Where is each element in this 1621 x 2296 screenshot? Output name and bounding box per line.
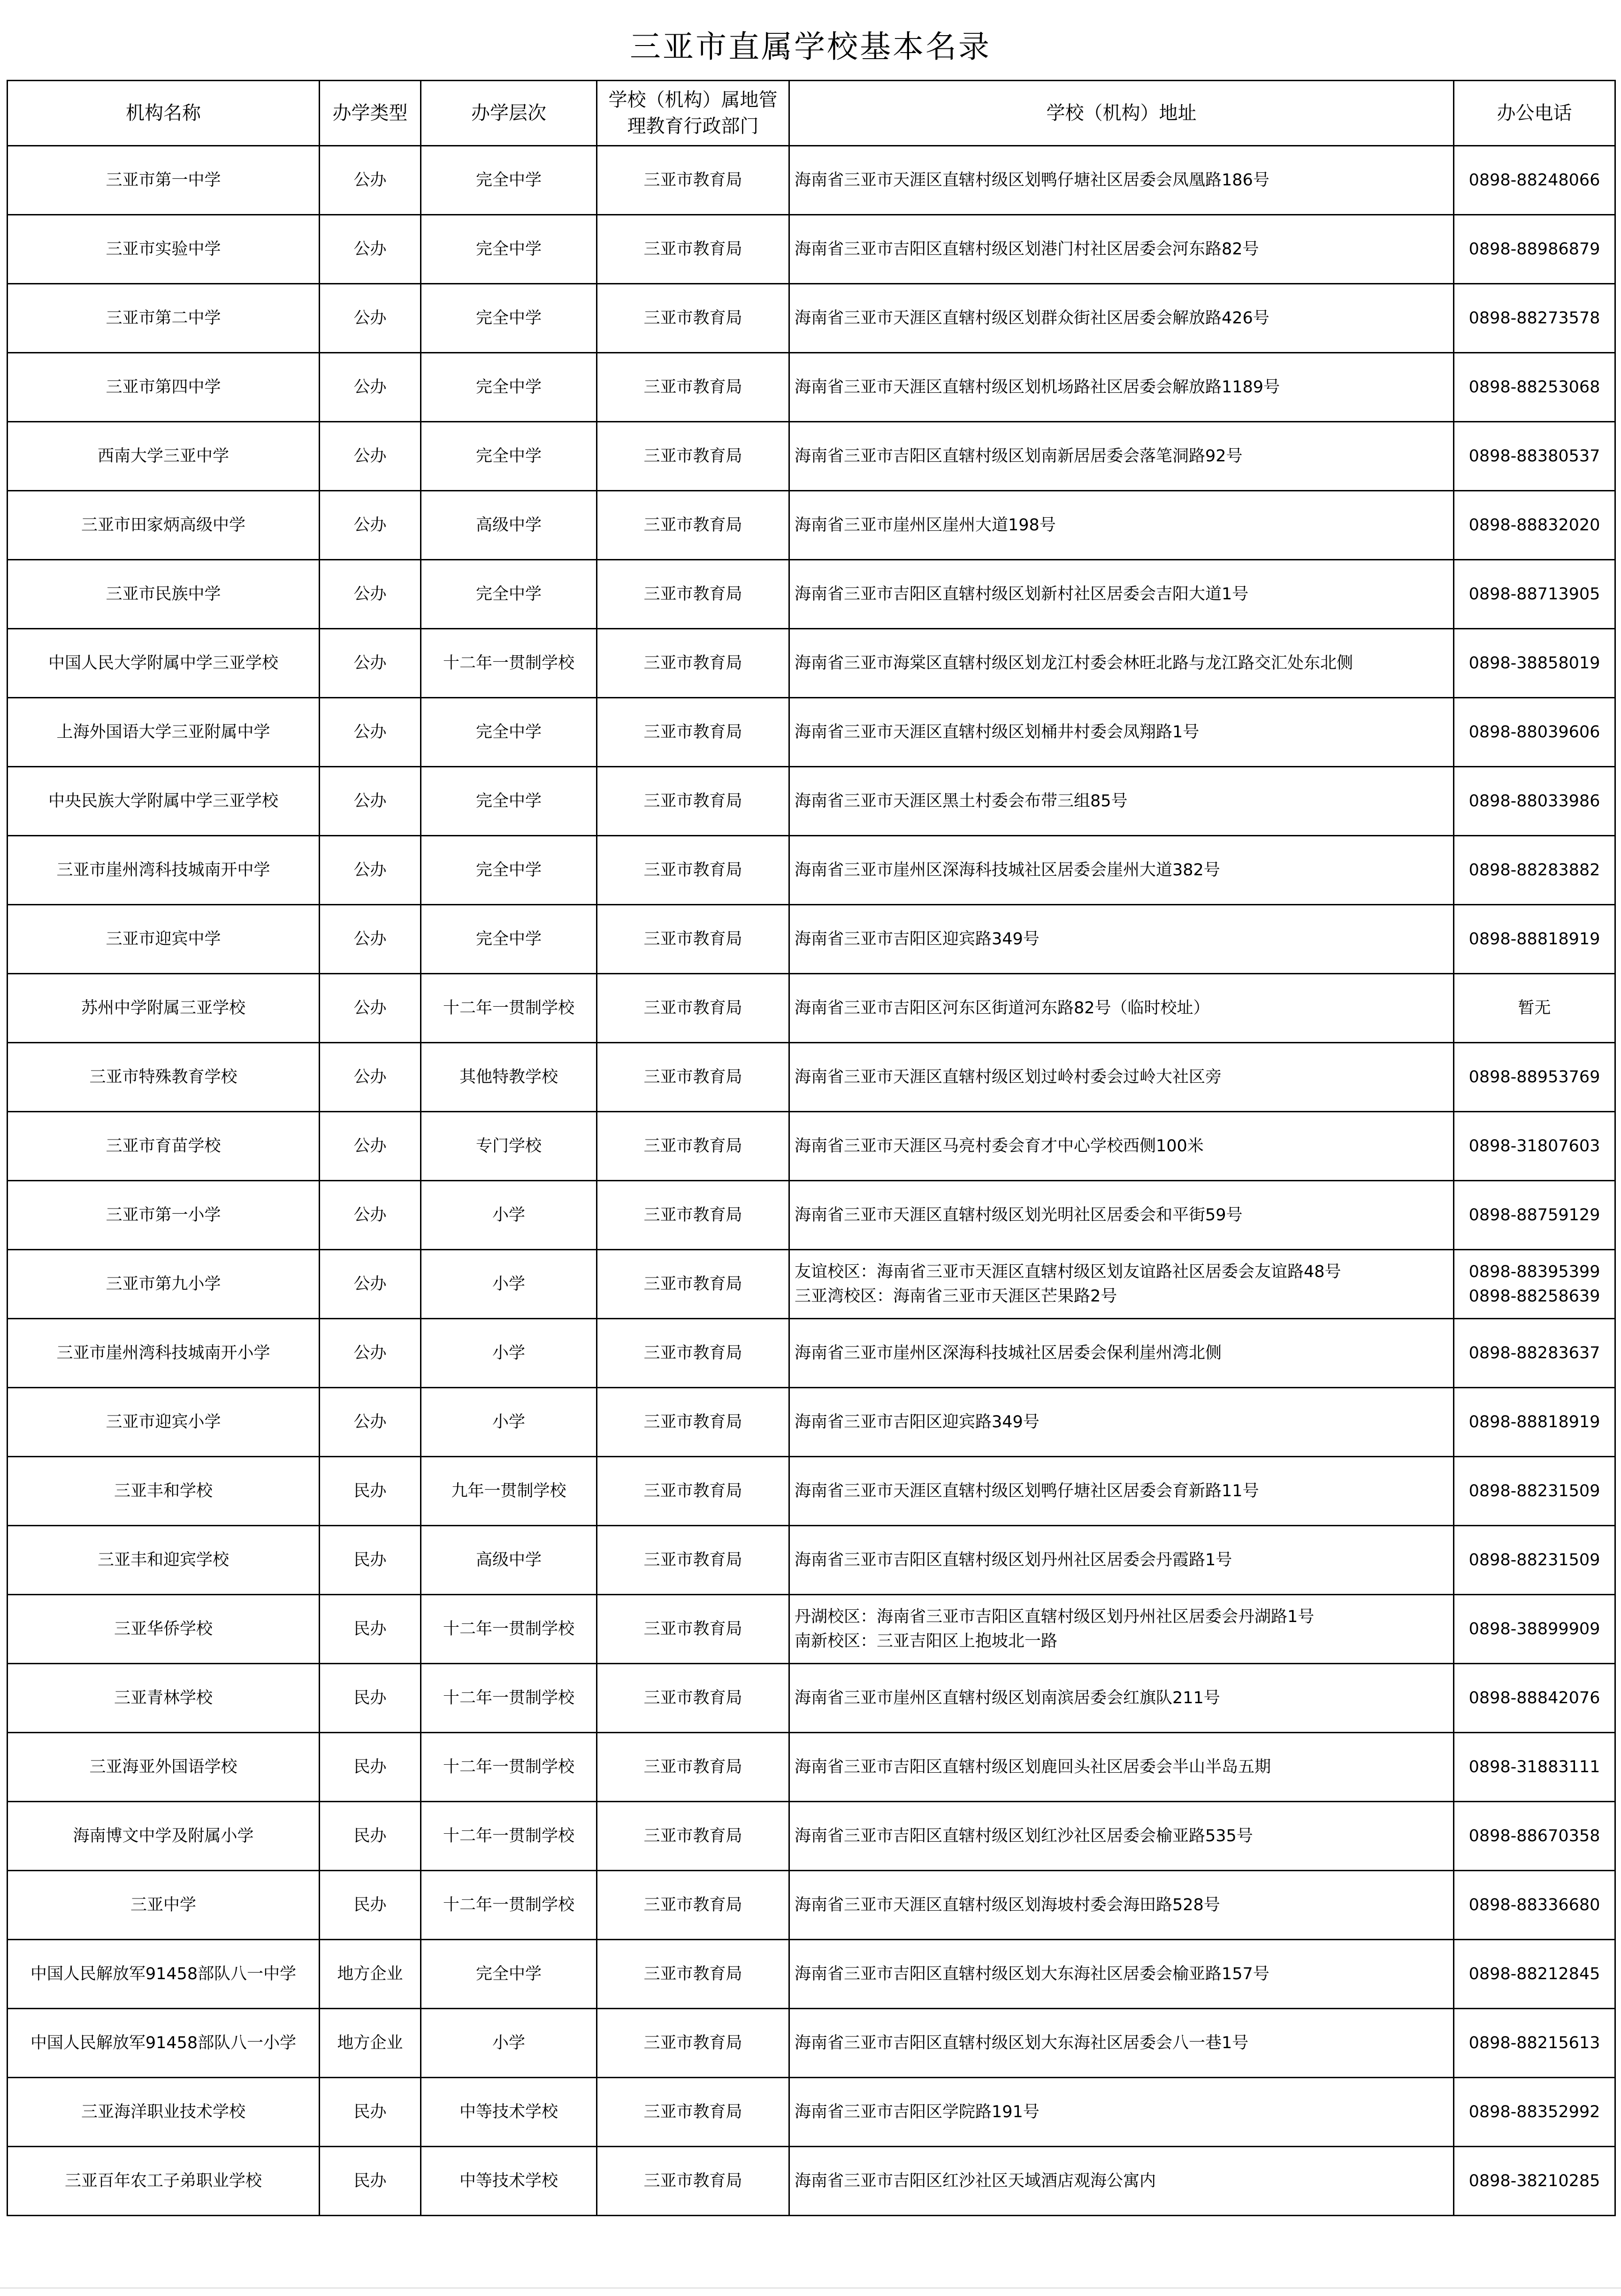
cell-level: 十二年一贯制学校 (421, 1802, 597, 1871)
cell-address (789, 1664, 1454, 1733)
cell-phone-line: 0898-31807603 (1468, 1137, 1600, 1156)
cell-phone-line: 0898-88818919 (1468, 1413, 1600, 1431)
cell-name: 三亚市第一中学 (8, 146, 320, 215)
cell-address (789, 1871, 1454, 1940)
cell-dept: 三亚市教育局 (597, 491, 789, 560)
col-header-type: 办学类型 (320, 81, 421, 146)
cell-name: 三亚百年农工子弟职业学校 (8, 2147, 320, 2216)
cell-type: 公办 (320, 422, 421, 491)
cell-level: 十二年一贯制学校 (421, 1664, 597, 1733)
cell-type: 公办 (320, 1181, 421, 1250)
cell-address (789, 422, 1454, 491)
cell-name: 三亚海亚外国语学校 (8, 1733, 320, 1802)
cell-phone (1454, 2078, 1615, 2147)
cell-name: 上海外国语大学三亚附属中学 (8, 698, 320, 767)
table-row (8, 1595, 1615, 1664)
cell-level: 完全中学 (421, 560, 597, 629)
cell-type: 民办 (320, 2147, 421, 2216)
cell-type: 公办 (320, 1112, 421, 1181)
cell-address (789, 1319, 1454, 1388)
cell-phone (1454, 491, 1615, 560)
cell-phone-line: 0898-88713905 (1468, 585, 1600, 604)
cell-level: 小学 (421, 2009, 597, 2078)
cell-address (789, 2147, 1454, 2216)
cell-level: 专门学校 (421, 1112, 597, 1181)
cell-address-line: 海南省三亚市吉阳区直辖村级区划丹州社区居委会丹霞路1号 (795, 1551, 1232, 1569)
cell-address (789, 767, 1454, 836)
table-row (8, 560, 1615, 629)
cell-phone-line: 0898-38858019 (1468, 654, 1600, 673)
cell-phone-line: 0898-88842076 (1468, 1689, 1600, 1707)
cell-phone (1454, 1319, 1615, 1388)
cell-type: 公办 (320, 1043, 421, 1112)
cell-name: 三亚丰和学校 (8, 1457, 320, 1526)
table-body (8, 146, 1615, 2216)
cell-phone (1454, 1733, 1615, 1802)
cell-address-line: 海南省三亚市崖州区深海科技城社区居委会保利崖州湾北侧 (795, 1344, 1222, 1362)
table-row (8, 1871, 1615, 1940)
cell-address (789, 1181, 1454, 1250)
cell-phone (1454, 767, 1615, 836)
cell-phone (1454, 1457, 1615, 1526)
cell-type: 民办 (320, 2078, 421, 2147)
cell-phone-line: 0898-88670358 (1468, 1827, 1600, 1845)
cell-address (789, 905, 1454, 974)
cell-dept: 三亚市教育局 (597, 2009, 789, 2078)
cell-address (789, 215, 1454, 284)
cell-phone (1454, 560, 1615, 629)
cell-name: 西南大学三亚中学 (8, 422, 320, 491)
cell-address (789, 698, 1454, 767)
cell-name: 三亚市第九小学 (8, 1250, 320, 1319)
cell-address-line: 海南省三亚市天涯区黑土村委会布带三组85号 (795, 792, 1128, 811)
cell-name: 三亚华侨学校 (8, 1595, 320, 1664)
cell-address-line: 海南省三亚市吉阳区河东区街道河东路82号（临时校址） (795, 999, 1210, 1018)
cell-name: 三亚市特殊教育学校 (8, 1043, 320, 1112)
cell-address (789, 1457, 1454, 1526)
cell-address-line: 海南省三亚市崖州区深海科技城社区居委会崖州大道382号 (795, 861, 1220, 880)
cell-dept: 三亚市教育局 (597, 1664, 789, 1733)
table-row (8, 1940, 1615, 2009)
cell-phone (1454, 974, 1615, 1043)
cell-address-line: 丹湖校区：海南省三亚市吉阳区直辖村级区划丹州社区居委会丹湖路1号 (795, 1607, 1315, 1626)
cell-address (789, 974, 1454, 1043)
table-row (8, 1733, 1615, 1802)
cell-level: 十二年一贯制学校 (421, 1733, 597, 1802)
cell-level: 完全中学 (421, 767, 597, 836)
cell-level: 完全中学 (421, 353, 597, 422)
cell-name: 三亚青林学校 (8, 1664, 320, 1733)
cell-type: 民办 (320, 1871, 421, 1940)
col-header-level: 办学层次 (421, 81, 597, 146)
cell-phone (1454, 1388, 1615, 1457)
cell-name: 中国人民解放军91458部队八一小学 (8, 2009, 320, 2078)
cell-address-line: 海南省三亚市吉阳区迎宾路349号 (795, 1413, 1040, 1431)
cell-phone-line: 0898-88986879 (1468, 240, 1600, 259)
cell-address-line: 海南省三亚市吉阳区直辖村级区划大东海社区居委会榆亚路157号 (795, 1965, 1269, 1983)
cell-address-line: 海南省三亚市天涯区直辖村级区划群众街社区居委会解放路426号 (795, 309, 1269, 328)
table-row (8, 1112, 1615, 1181)
cell-address-line: 三亚湾校区：海南省三亚市天涯区芒果路2号 (795, 1287, 1117, 1306)
cell-name: 三亚市崖州湾科技城南开小学 (8, 1319, 320, 1388)
cell-address (789, 2078, 1454, 2147)
cell-address (789, 2009, 1454, 2078)
cell-phone-line: 0898-88253068 (1468, 378, 1600, 397)
cell-name: 中国人民解放军91458部队八一中学 (8, 1940, 320, 2009)
cell-address-line: 海南省三亚市吉阳区直辖村级区划南新居居委会落笔洞路92号 (795, 447, 1243, 466)
cell-address-line: 海南省三亚市吉阳区迎宾路349号 (795, 930, 1040, 949)
cell-address (789, 1526, 1454, 1595)
cell-address (789, 1733, 1454, 1802)
cell-type: 公办 (320, 974, 421, 1043)
cell-phone-line: 暂无 (1518, 999, 1551, 1018)
table-row (8, 836, 1615, 905)
table-row (8, 215, 1615, 284)
table-row (8, 2009, 1615, 2078)
cell-address-line: 海南省三亚市天涯区直辖村级区划海坡村委会海田路528号 (795, 1896, 1220, 1914)
cell-phone-line: 0898-88273578 (1468, 309, 1600, 328)
cell-level: 完全中学 (421, 215, 597, 284)
cell-phone-line: 0898-88033986 (1468, 792, 1600, 811)
cell-phone (1454, 1526, 1615, 1595)
cell-address (789, 146, 1454, 215)
cell-level: 完全中学 (421, 836, 597, 905)
cell-phone (1454, 905, 1615, 974)
cell-address-line: 海南省三亚市崖州区直辖村级区划南滨居委会红旗队211号 (795, 1689, 1220, 1707)
table-row (8, 974, 1615, 1043)
cell-dept: 三亚市教育局 (597, 1043, 789, 1112)
cell-type: 公办 (320, 146, 421, 215)
cell-type: 公办 (320, 905, 421, 974)
cell-level: 十二年一贯制学校 (421, 974, 597, 1043)
cell-dept: 三亚市教育局 (597, 767, 789, 836)
cell-level: 完全中学 (421, 284, 597, 353)
cell-name: 三亚市第二中学 (8, 284, 320, 353)
cell-phone (1454, 1043, 1615, 1112)
cell-phone (1454, 1871, 1615, 1940)
cell-address (789, 1043, 1454, 1112)
cell-dept: 三亚市教育局 (597, 1802, 789, 1871)
col-header-address: 学校（机构）地址 (789, 81, 1454, 146)
cell-address (789, 491, 1454, 560)
cell-type: 公办 (320, 215, 421, 284)
cell-type: 公办 (320, 698, 421, 767)
cell-phone (1454, 629, 1615, 698)
cell-dept: 三亚市教育局 (597, 1733, 789, 1802)
cell-level: 小学 (421, 1250, 597, 1319)
cell-dept: 三亚市教育局 (597, 836, 789, 905)
cell-address-line: 海南省三亚市吉阳区直辖村级区划港门村社区居委会河东路82号 (795, 240, 1259, 259)
col-header-dept: 学校（机构）属地管理教育行政部门 (597, 81, 789, 146)
cell-dept: 三亚市教育局 (597, 353, 789, 422)
cell-level: 中等技术学校 (421, 2147, 597, 2216)
cell-level: 高级中学 (421, 1526, 597, 1595)
cell-dept: 三亚市教育局 (597, 284, 789, 353)
cell-phone (1454, 2009, 1615, 2078)
cell-address-line: 海南省三亚市天涯区直辖村级区划机场路社区居委会解放路1189号 (795, 378, 1280, 397)
cell-type: 公办 (320, 1388, 421, 1457)
cell-phone-line: 0898-38899909 (1468, 1620, 1600, 1638)
cell-dept: 三亚市教育局 (597, 1595, 789, 1664)
table-row (8, 1457, 1615, 1526)
cell-name: 三亚中学 (8, 1871, 320, 1940)
page-title: 三亚市直属学校基本名录 (630, 29, 991, 65)
cell-type: 民办 (320, 1457, 421, 1526)
cell-phone-line: 0898-88953769 (1468, 1068, 1600, 1087)
cell-phone (1454, 422, 1615, 491)
cell-phone (1454, 836, 1615, 905)
table-row (8, 1319, 1615, 1388)
cell-dept: 三亚市教育局 (597, 2147, 789, 2216)
cell-type: 民办 (320, 1802, 421, 1871)
cell-phone-line: 0898-88212845 (1468, 1965, 1600, 1983)
cell-phone-line: 0898-88832020 (1468, 516, 1600, 535)
cell-address (789, 1388, 1454, 1457)
cell-phone (1454, 284, 1615, 353)
cell-phone-line: 0898-88231509 (1468, 1551, 1600, 1569)
cell-name: 三亚市第一小学 (8, 1181, 320, 1250)
cell-dept: 三亚市教育局 (597, 974, 789, 1043)
cell-phone-line: 0898-88283882 (1468, 861, 1600, 880)
cell-address (789, 836, 1454, 905)
cell-level: 完全中学 (421, 422, 597, 491)
col-header-phone: 办公电话 (1454, 81, 1615, 146)
cell-phone-line: 0898-88283637 (1468, 1344, 1600, 1362)
table-row (8, 1181, 1615, 1250)
cell-dept: 三亚市教育局 (597, 629, 789, 698)
cell-type: 公办 (320, 629, 421, 698)
table-row (8, 1802, 1615, 1871)
cell-address-line: 海南省三亚市天涯区直辖村级区划鸭仔塘社区居委会凤凰路186号 (795, 171, 1269, 190)
cell-name: 三亚市迎宾中学 (8, 905, 320, 974)
cell-address-line: 海南省三亚市天涯区直辖村级区划桶井村委会凤翔路1号 (795, 723, 1200, 742)
cell-type: 地方企业 (320, 2009, 421, 2078)
cell-address (789, 1112, 1454, 1181)
cell-phone-line: 0898-88248066 (1468, 171, 1600, 190)
cell-phone (1454, 1181, 1615, 1250)
cell-dept: 三亚市教育局 (597, 1940, 789, 2009)
cell-address-line: 海南省三亚市海棠区直辖村级区划龙江村委会林旺北路与龙江路交汇处东北侧 (795, 654, 1353, 673)
cell-address-line: 海南省三亚市吉阳区直辖村级区划新村社区居委会吉阳大道1号 (795, 585, 1249, 604)
table-row (8, 2078, 1615, 2147)
cell-phone-line: 0898-88380537 (1468, 447, 1600, 466)
table-row (8, 491, 1615, 560)
cell-name: 中央民族大学附属中学三亚学校 (8, 767, 320, 836)
cell-address (789, 1802, 1454, 1871)
cell-phone (1454, 146, 1615, 215)
table-row (8, 284, 1615, 353)
table-row (8, 2147, 1615, 2216)
cell-level: 小学 (421, 1388, 597, 1457)
cell-level: 中等技术学校 (421, 2078, 597, 2147)
cell-name: 中国人民大学附属中学三亚学校 (8, 629, 320, 698)
cell-phone-line: 0898-88818919 (1468, 930, 1600, 949)
cell-address-line: 海南省三亚市天涯区马亮村委会育才中心学校西侧100米 (795, 1137, 1204, 1156)
table-row (8, 698, 1615, 767)
cell-name: 三亚海洋职业技术学校 (8, 2078, 320, 2147)
cell-name: 三亚市民族中学 (8, 560, 320, 629)
cell-address (789, 284, 1454, 353)
cell-address (789, 560, 1454, 629)
table-row (8, 767, 1615, 836)
cell-dept: 三亚市教育局 (597, 905, 789, 974)
cell-phone-line: 0898-31883111 (1468, 1758, 1600, 1776)
cell-phone (1454, 353, 1615, 422)
cell-name: 三亚市实验中学 (8, 215, 320, 284)
cell-dept: 三亚市教育局 (597, 560, 789, 629)
cell-address-line: 海南省三亚市天涯区直辖村级区划过岭村委会过岭大社区旁 (795, 1068, 1222, 1087)
cell-address-line: 海南省三亚市吉阳区直辖村级区划红沙社区居委会榆亚路535号 (795, 1827, 1253, 1845)
table-row (8, 1526, 1615, 1595)
cell-phone (1454, 1940, 1615, 2009)
cell-type: 民办 (320, 1664, 421, 1733)
cell-address-line: 友谊校区：海南省三亚市天涯区直辖村级区划友谊路社区居委会友谊路48号 (795, 1263, 1341, 1281)
cell-phone (1454, 1664, 1615, 1733)
table-row (8, 629, 1615, 698)
cell-name: 海南博文中学及附属小学 (8, 1802, 320, 1871)
cell-type: 地方企业 (320, 1940, 421, 2009)
cell-name: 三亚丰和迎宾学校 (8, 1526, 320, 1595)
cell-level: 完全中学 (421, 146, 597, 215)
cell-level: 小学 (421, 1319, 597, 1388)
school-roster-table (7, 80, 1616, 2216)
cell-phone (1454, 1802, 1615, 1871)
cell-dept: 三亚市教育局 (597, 698, 789, 767)
cell-address (789, 353, 1454, 422)
table-row (8, 1388, 1615, 1457)
cell-level: 完全中学 (421, 1940, 597, 2009)
cell-dept: 三亚市教育局 (597, 1250, 789, 1319)
cell-address (789, 1940, 1454, 2009)
cell-address-line: 海南省三亚市天涯区直辖村级区划鸭仔塘社区居委会育新路11号 (795, 1482, 1259, 1500)
cell-dept: 三亚市教育局 (597, 1112, 789, 1181)
cell-phone (1454, 698, 1615, 767)
cell-type: 公办 (320, 767, 421, 836)
cell-level: 其他特教学校 (421, 1043, 597, 1112)
cell-name: 三亚市崖州湾科技城南开中学 (8, 836, 320, 905)
cell-address (789, 629, 1454, 698)
cell-phone (1454, 215, 1615, 284)
cell-name: 三亚市田家炳高级中学 (8, 491, 320, 560)
table-row (8, 1043, 1615, 1112)
cell-name: 三亚市育苗学校 (8, 1112, 320, 1181)
cell-level: 十二年一贯制学校 (421, 1871, 597, 1940)
cell-level: 十二年一贯制学校 (421, 629, 597, 698)
cell-phone-line: 0898-88215613 (1468, 2034, 1600, 2052)
cell-type: 公办 (320, 491, 421, 560)
cell-phone (1454, 1595, 1615, 1664)
cell-dept: 三亚市教育局 (597, 1388, 789, 1457)
cell-level: 高级中学 (421, 491, 597, 560)
cell-phone-line: 0898-88258639 (1468, 1287, 1600, 1306)
cell-name: 三亚市迎宾小学 (8, 1388, 320, 1457)
cell-type: 公办 (320, 1319, 421, 1388)
cell-phone-line: 0898-88231509 (1468, 1482, 1600, 1500)
cell-phone-line: 0898-88352992 (1468, 2103, 1600, 2121)
cell-name: 三亚市第四中学 (8, 353, 320, 422)
table-row (8, 1250, 1615, 1319)
cell-address-line: 海南省三亚市吉阳区红沙社区天域酒店观海公寓内 (795, 2172, 1156, 2190)
cell-address-line: 海南省三亚市吉阳区直辖村级区划鹿回头社区居委会半山半岛五期 (795, 1758, 1271, 1776)
cell-type: 公办 (320, 560, 421, 629)
cell-dept: 三亚市教育局 (597, 146, 789, 215)
cell-type: 公办 (320, 353, 421, 422)
cell-dept: 三亚市教育局 (597, 1457, 789, 1526)
cell-dept: 三亚市教育局 (597, 1319, 789, 1388)
table-row (8, 422, 1615, 491)
cell-type: 公办 (320, 1250, 421, 1319)
cell-type: 公办 (320, 284, 421, 353)
cell-phone-line: 0898-88395399 (1468, 1263, 1600, 1281)
table-row (8, 1664, 1615, 1733)
cell-dept: 三亚市教育局 (597, 1181, 789, 1250)
cell-level: 十二年一贯制学校 (421, 1595, 597, 1664)
cell-level: 小学 (421, 1181, 597, 1250)
table-header-row (8, 81, 1615, 146)
col-header-name: 机构名称 (8, 81, 320, 146)
cell-address (789, 1595, 1454, 1664)
cell-dept: 三亚市教育局 (597, 1526, 789, 1595)
table-row (8, 905, 1615, 974)
cell-dept: 三亚市教育局 (597, 422, 789, 491)
cell-type: 民办 (320, 1526, 421, 1595)
cell-name: 苏州中学附属三亚学校 (8, 974, 320, 1043)
cell-phone-line: 0898-88039606 (1468, 723, 1600, 742)
cell-phone-line: 0898-88759129 (1468, 1206, 1600, 1225)
cell-type: 公办 (320, 836, 421, 905)
cell-level: 完全中学 (421, 905, 597, 974)
cell-address (789, 1250, 1454, 1319)
cell-type: 民办 (320, 1733, 421, 1802)
cell-phone (1454, 1112, 1615, 1181)
cell-address-line: 南新校区：三亚吉阳区上抱坡北一路 (795, 1632, 1058, 1651)
table-row (8, 146, 1615, 215)
cell-dept: 三亚市教育局 (597, 2078, 789, 2147)
cell-level: 九年一贯制学校 (421, 1457, 597, 1526)
cell-address-line: 海南省三亚市吉阳区直辖村级区划大东海社区居委会八一巷1号 (795, 2034, 1249, 2052)
cell-phone-line: 0898-88336680 (1468, 1896, 1600, 1914)
cell-dept: 三亚市教育局 (597, 1871, 789, 1940)
table-row (8, 353, 1615, 422)
cell-address-line: 海南省三亚市吉阳区学院路191号 (795, 2103, 1040, 2121)
cell-address-line: 海南省三亚市崖州区崖州大道198号 (795, 516, 1056, 535)
cell-dept: 三亚市教育局 (597, 215, 789, 284)
cell-phone-line: 0898-38210285 (1468, 2172, 1600, 2190)
cell-phone (1454, 1250, 1615, 1319)
cell-level: 完全中学 (421, 698, 597, 767)
cell-phone (1454, 2147, 1615, 2216)
cell-address-line: 海南省三亚市天涯区直辖村级区划光明社区居委会和平街59号 (795, 1206, 1243, 1225)
cell-type: 民办 (320, 1595, 421, 1664)
